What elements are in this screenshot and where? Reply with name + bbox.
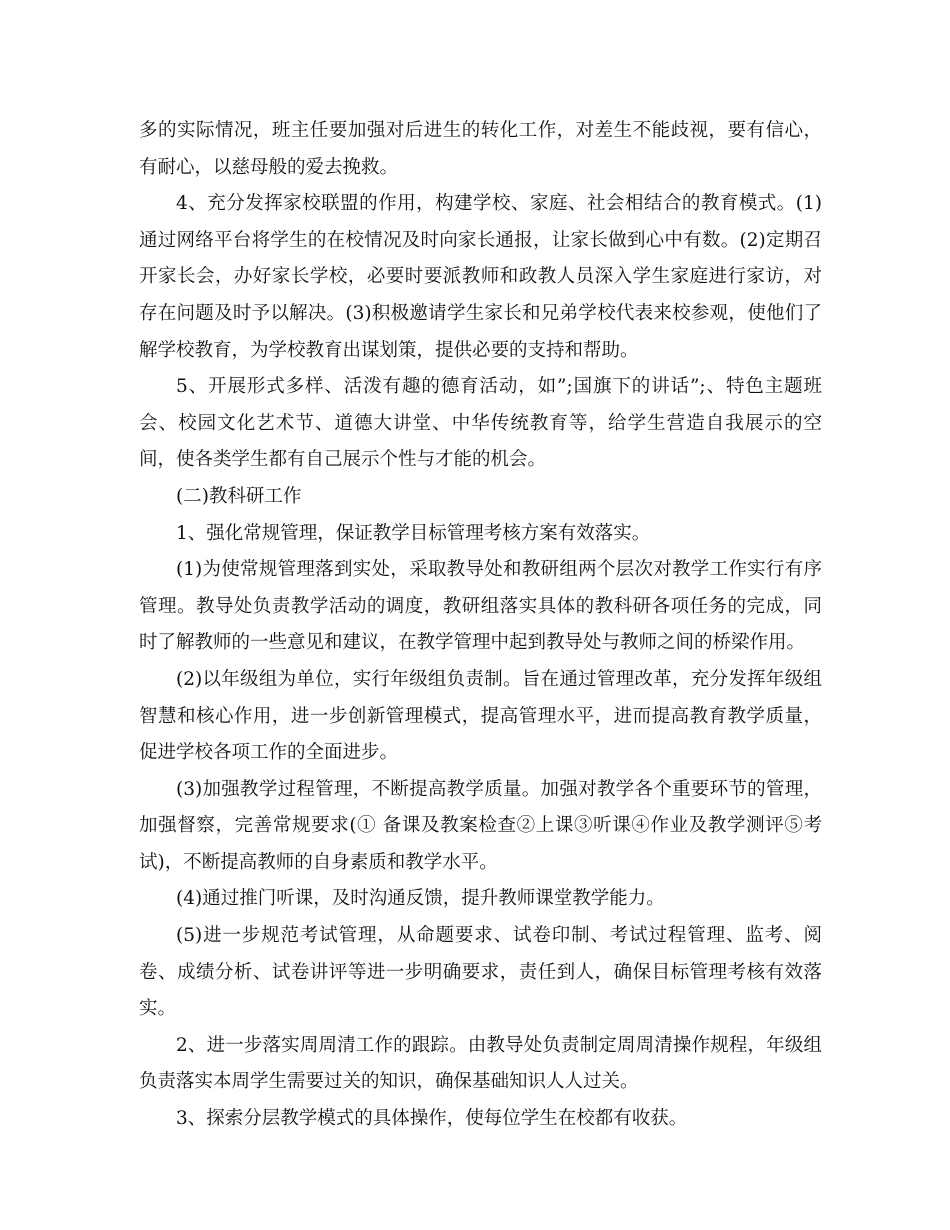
paragraph-home-school-alliance: 4、充分发挥家校联盟的作用，构建学校、家庭、社会相结合的教育模式。(1)通过网络平台将学生的在校情况及时向家长通报，让家长做到心中有数。(2)定期召开家长会，办好家长学校，必要时要派教师和政教人员深入学生家庭进行家访，对存在问题及时予以解决。(3)积极邀请学生家长和兄弟学校代表来校参观，使他们了解学校教育，为学校教育出谋划策，提供必要的支持和帮助。 — [139, 193, 822, 361]
section-heading-research: (二)教科研工作 — [176, 485, 302, 507]
paragraph-item-5: (5)进一步规范考试管理，从命题要求、试卷印制、考试过程管理、监考、阅卷、成绩分析、试卷讲评等进一步明确要求，责任到人，确保目标管理考核有效落实。 — [139, 925, 822, 1020]
document-body — [139, 113, 822, 1138]
paragraph-continuation: 多的实际情况，班主任要加强对后进生的转化工作，对差生不能歧视，要有信心，有耐心，以慈母般的爱去挽救。 — [139, 120, 822, 178]
paragraph-item-2: (2)以年级组为单位，实行年级组负责制。旨在通过管理改革，充分发挥年级组智慧和核心作用，进一步创新管理模式，提高管理水平，进而提高教育教学质量，促进学校各项工作的全面进步。 — [139, 668, 822, 764]
paragraph-moral-activities: 5、开展形式多样、活泼有趣的德育活动，如”;国旗下的讲话”;、特色主题班会、校园文化艺术节、道德大讲堂、中华传统教育等，给学生营造自我展示的空间，使各类学生都有自己展示个性与才能的机会。 — [139, 376, 822, 471]
paragraph-routine-management: 1、强化常规管理，保证教学目标管理考核方案有效落实。 — [176, 522, 651, 544]
paragraph-item-4: (4)通过推门听课，及时沟通反馈，提升教师课堂教学能力。 — [176, 888, 665, 910]
paragraph-weekly-review: 2、进一步落实周周清工作的跟踪。由教导处负责制定周周清操作规程，年级组负责落实本周学生需要过关的知识，确保基础知识人人过关。 — [139, 1034, 822, 1093]
paragraph-tiered-teaching: 3、探索分层教学模式的具体操作，使每位学生在校都有收获。 — [176, 1108, 688, 1130]
paragraph-item-3: (3)加强教学过程管理，不断提高教学质量。加强对教学各个重要环节的管理，加强督察，完善常规要求(① 备课及教案检查②上课③听课④作业及教学测评⑤考试)，不断提高教师的自身素质和教学水平。 — [139, 778, 822, 873]
paragraph-item-1: (1)为使常规管理落到实处，采取教导处和教研组两个层次对教学工作实行有序管理。教导处负责教学活动的调度，教研组落实具体的教科研各项任务的完成，同时了解教师的一些意见和建议，在教学管理中起到教导处与教师之间的桥梁作用。 — [139, 559, 822, 654]
